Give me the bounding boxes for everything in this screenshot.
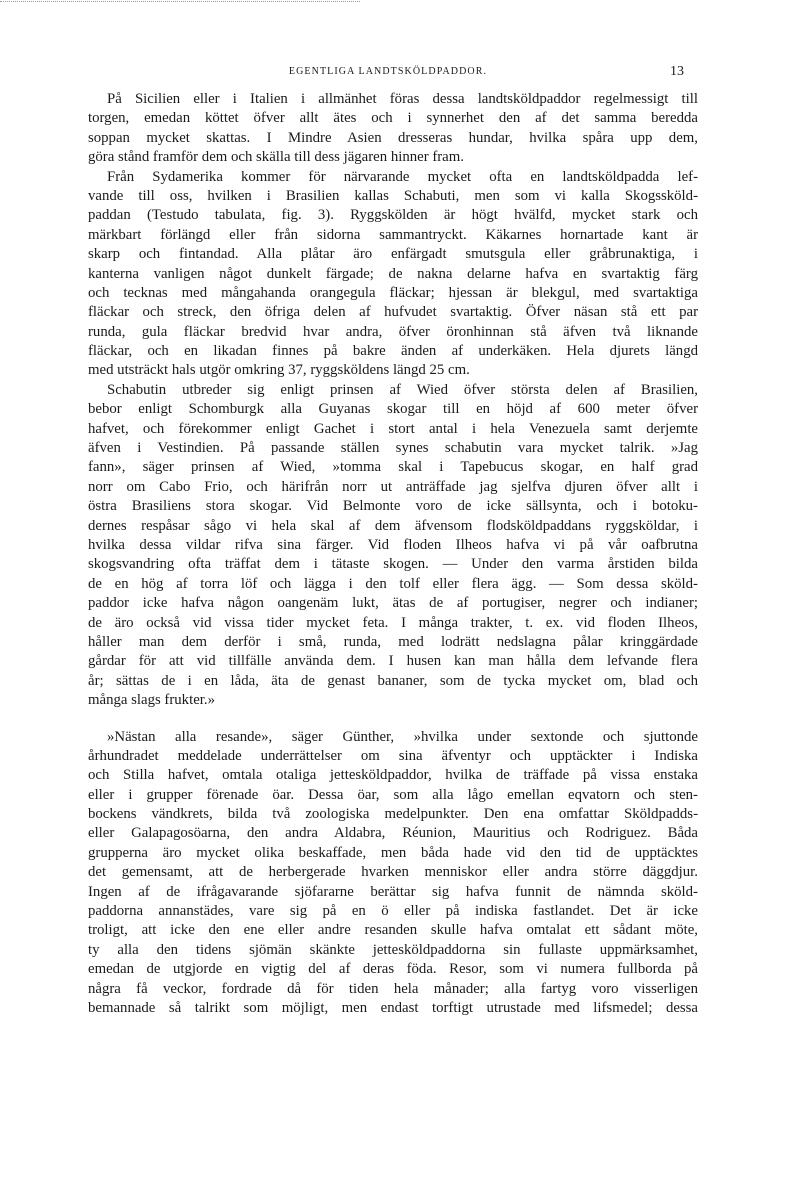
text-line: östra Brasiliens stora skogar. Vid Belmonte voro de icke sällsynta, och i botoku-: [88, 498, 698, 515]
paragraph: [88, 90, 698, 168]
text-line: paddor icke hafva någon oangenäm lukt, ätas de af portugiser, negrer och indianer;: [88, 595, 698, 612]
text-line: de äro också vid vissa tider mycket feta. I många trakter, t. ex. vid floden Ilheos,: [88, 614, 698, 631]
text-line: med utsträckt hals utgör omkring 37, ryggsköldens längd 25 cm.: [88, 362, 470, 379]
text-line: norr om Cabo Frio, och härifrån norr ut anträffade jag sjelfva djuren öfver allt i: [88, 478, 698, 495]
text-line: århundradet meddelade underrättelser om sina äfventyr och upptäckter i Indiska: [88, 747, 698, 764]
text-line: Från Sydamerika kommer för närvarande mycket ofta en landtsköldpadda lef-: [107, 168, 698, 185]
text-line: »Nästan alla resande», säger Günther, »hvilka under sextonde och sjuttonde: [107, 728, 698, 745]
paragraph-gap: [88, 711, 698, 728]
text-line: många slags frukter.»: [88, 692, 215, 709]
text-line: fläckar, och en likadan finnes på bakre änden af underkäken. Hela djurets längd: [88, 343, 698, 360]
text-line: bemannade så talrikt som möjligt, men endast torftigt utrustade med lifsmedel; dessa: [88, 999, 698, 1016]
text-line: runda, gula fläckar bredvid hvar andra, öfver öronhinnan stå äfven två liknande: [88, 323, 698, 340]
text-line: gårdar för att vid tillfälle använda dem. I husen kan man hålla dem lefvande flera: [88, 653, 698, 670]
text-line: och tecknas med mångahanda orangegula fläckar; hjessan är blekgul, med svartaktiga: [88, 284, 698, 301]
text-line: ty alla den tidens sjömän skänkte jettesköldpaddorna sin fullaste uppmärksamhet,: [88, 941, 698, 958]
body-text: [88, 90, 698, 1018]
text-line: vande till oss, hvilken i Brasilien kallas Schabuti, men som vi kalla Skogssköld-: [88, 187, 698, 204]
text-line: märkbart förlängd eller från sidorna sammantryckt. Käkarnes hornartade kant är: [88, 226, 698, 243]
text-line: fläckar och streck, den öfriga delen af hufvudet svartaktig. Öfver näsan stå ett par: [88, 304, 698, 321]
text-line: kanterna vanligen något dunkelt färgade; de nakna delarne hafva en svartaktig färg: [88, 265, 698, 282]
paragraph: [88, 381, 698, 711]
text-line: Schabutin utbreder sig enligt prinsen af Wied öfver största delen af Brasilien,: [107, 381, 698, 398]
text-line: och Stilla hafvet, omtala otaliga jettesköldpaddor, hvilka de träffade på vissa enstaka: [88, 767, 698, 784]
text-line: skarp och fintandad. Alla plåtar äro enfärgadt smutsgula eller gråbrunaktiga, i: [88, 246, 698, 263]
text-line: hafvet, och förekommer enligt Gachet i stort antal i hela Venezuela samt derjemte: [88, 420, 698, 437]
text-line: skogsvandring ofta träffat dem i tätaste skogen. — Under den varma årstiden bilda: [88, 556, 698, 573]
text-line: eller Galapagosöarna, den andra Aldabra, Réunion, Mauritius och Rodriguez. Båda: [88, 825, 698, 842]
text-line: Ingen af de ifrågavarande sjöfararne berättar sig hafva funnit de nämnda sköld-: [88, 883, 698, 900]
text-line: grupperna äro mycket olika beskaffade, men båda hade vid den tid de upptäcktes: [88, 844, 698, 861]
text-line: de en hög af torra löf och lägga i den tolf eller flera ägg. — Som dessa sköld-: [88, 575, 698, 592]
text-line: paddan (Testudo tabulata, fig. 3). Ryggskölden är högt hvälfd, mycket stark och: [88, 207, 698, 224]
text-line: emedan de utgjorde en vigtig del af deras föda. Resor, som vi numera fullborda på: [88, 961, 698, 978]
running-title: EGENTLIGA LANDTSKÖLDPADDOR.: [288, 66, 488, 77]
text-line: några få veckor, fordrade då för tiden hela månader; alla fartyg voro visserligen: [88, 980, 698, 997]
text-line: torgen, emedan köttet öfver allt ätes och i synnerhet den af det samma beredda: [88, 110, 698, 127]
text-line: håller man dem derför i små, runda, med lodrätt nedslagna pålar kringgärdade: [88, 633, 698, 650]
paragraph: [88, 168, 698, 381]
text-line: troligt, att icke den ene eller andre resanden skulle hafva omtalat ett sådant möte,: [88, 922, 698, 939]
text-line: eller i grupper förenade öar. Dessa öar, som alla lågo emellan eqvatorn och sten-: [88, 786, 698, 803]
text-line: paddorna annanstädes, vare sig på en ö eller på indiska fastlandet. Det är icke: [88, 903, 698, 920]
text-line: göra stånd framför dem och skälla till dess jägaren hinner fram.: [88, 149, 464, 166]
text-line: soppan mycket skattas. I Mindre Asien dresseras hundar, hvilka spåra upp dem,: [88, 129, 698, 146]
text-line: dernes respåsar sågo vi hela skal af dem äfvensom flodsköldpaddans ryggsköldar, i: [88, 517, 698, 534]
paragraph: [88, 728, 698, 1019]
page-number: 13: [670, 64, 684, 79]
text-line: fann», säger prinsen af Wied, »tomma skal i Tapebucus skogar, en half grad: [88, 459, 698, 476]
top-edge-rule: [0, 1, 360, 2]
text-line: äfven i Vestindien. På passande ställen synes schabutin vara mycket talrik. »Jag: [88, 440, 698, 457]
text-line: år; sättas de i en låda, äta de genast bananer, som de tycka mycket om, blad och: [88, 672, 698, 689]
running-head: [88, 66, 688, 84]
text-line: det gemensamt, att de herbergerade hvarken menniskor eller andra större däggdjur.: [88, 864, 698, 881]
text-line: bockens vändkrets, bilda två zoologiska medelpunkter. Den ena omfattar Sköldpadds-: [88, 806, 698, 823]
text-line: hvilka dessa vildar rifva sina färger. Vid floden Ilheos hafva vi på vår oafbrutna: [88, 536, 698, 553]
text-line: På Sicilien eller i Italien i allmänhet föras dessa landtsköldpaddor regelmessigt till: [107, 91, 698, 107]
text-line: bebor enligt Schomburgk alla Guyanas skogar till en höjd af 600 meter öfver: [88, 401, 698, 418]
